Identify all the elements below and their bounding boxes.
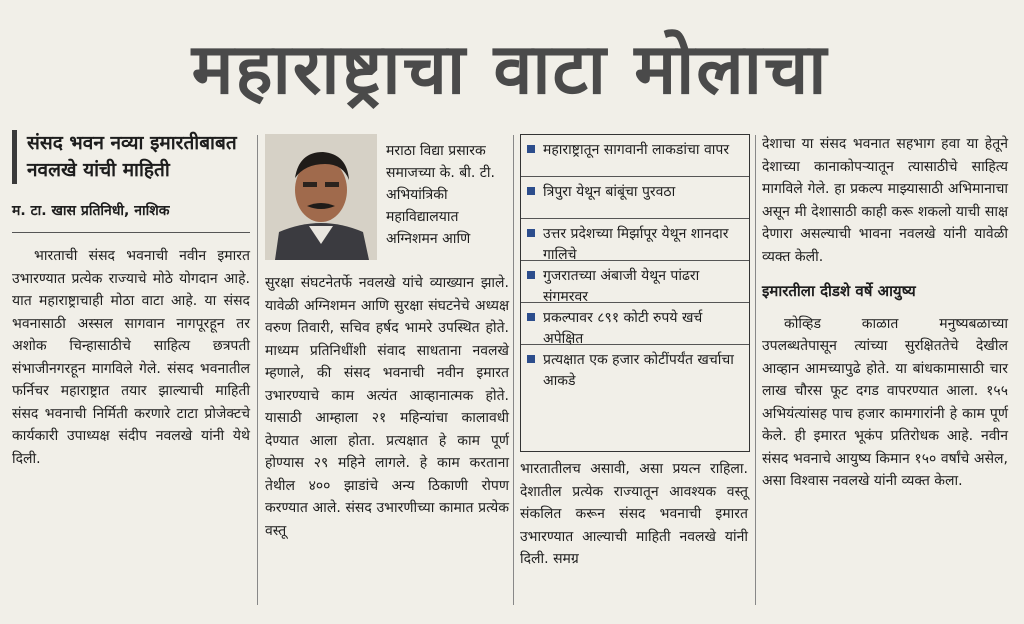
paragraph: देशाचा या संसद भवनात सहभाग हवा या हेतूने देशाच्या कानाकोपऱ्यातून त्यासाठीचे साहित्य मागविले गेले. हा प्रकल्प माझ्यासाठी अभिमानाचा असून मी देशासाठी काही करू शकलो याची साक्ष देणारा असल्याची भावना नवलखे यांनी यावेळी व्यक्त केली.	[762, 136, 1008, 265]
square-bullet-icon	[527, 229, 535, 237]
subheading: संसद भवन नव्या इमारतीबाबत नवलखे यांची माहिती	[12, 130, 250, 184]
highlight-item	[521, 177, 749, 219]
column-2-top-text: मराठा विद्या प्रसारक समाजच्या के. बी. टी. अभियांत्रिकी महाविद्यालयात अग्निशमन आणि	[386, 143, 495, 247]
paragraph: सुरक्षा संघटनेतर्फे नवलखे यांचे व्याख्यान झाले. यावेळी अग्निशमन आणि सुरक्षा संघटनेचे अध्यक्ष वरुण तिवारी, सचिव हर्षद भामरे उपस्थित होते. माध्यम प्रतिनिधींशी संवाद साधताना नवलखे म्हणाले, की संसद भवनाची नवीन इमारत उभारण्याचे काम अत्यंत आव्हानात्मक होते. यासाठी आम्हाला २१ महिन्यांचा कालावधी देण्यात आला होता. प्रत्यक्षात हे काम पूर्ण होण्यास २९ महिने लागले. हे काम करताना तेथील ४०० झाडांचे अन्य ठिकाणी रोपण करण्यात आले. संसद उभारणीच्या कामात प्रत्येक वस्तू	[265, 275, 509, 539]
highlight-text: प्रत्यक्षात एक हजार कोटींपर्यंत खर्चाचा आकडे	[543, 352, 734, 389]
highlights-box	[520, 134, 750, 452]
person-photo	[265, 134, 377, 260]
column-3-body	[520, 458, 748, 571]
square-bullet-icon	[527, 313, 535, 321]
column-divider	[513, 135, 514, 605]
highlight-item	[521, 345, 749, 387]
paragraph: कोव्हिड काळात मनुष्यबळाच्या उपलब्धतेपासून त्यांच्या सुरक्षिततेचे देखील आव्हान आमच्यापुढे होते. या बांधकामासाठी चार लाख चौरस फूट दगड वापरण्यात आला. १५५ अभियंत्यांसह पाच हजार कामगारांनी हे काम पूर्ण केले. ही इमारत भूकंप प्रतिरोधक आहे. नवीन संसद भवनाचे आयुष्य किमान १५० वर्षांचे असेल, असा विश्वास नवलखे यांनी व्यक्त केला.	[762, 315, 1008, 489]
highlight-item	[521, 261, 749, 303]
square-bullet-icon	[527, 145, 535, 153]
highlight-text: गुजरातच्या अंबाजी येथून पांढरा संगमरवर	[543, 268, 700, 305]
headline: महाराष्ट्राचा वाटा मोलाचा	[191, 28, 829, 110]
highlight-item	[521, 303, 749, 345]
highlight-text: उत्तर प्रदेशच्या मिर्झापूर येथून शानदार गालिचे	[543, 226, 729, 263]
subheading: इमारतीला दीडशे वर्षे आयुष्य	[762, 282, 916, 300]
highlight-item	[521, 135, 749, 177]
byline: म. टा. खास प्रतिनिधी, नाशिक	[12, 200, 250, 233]
highlight-text: त्रिपुरा येथून बांबूंचा पुरवठा	[543, 184, 676, 200]
column-divider	[257, 135, 258, 605]
paragraph: भारतातीलच असावी, असा प्रयत्न राहिला. देशातील प्रत्येक राज्यातून आवश्यक वस्तू संकलित करून संसद भवनाची इमारत उभारण्यात आल्याची माहिती नवलखे यांनी दिली. समग्र	[520, 461, 748, 567]
highlight-text: महाराष्ट्रातून सागवानी लाकडांचा वापर	[543, 142, 730, 158]
highlight-text: प्रकल्पावर ८९१ कोटी रुपये खर्च अपेक्षित	[543, 310, 703, 347]
highlight-item	[521, 219, 749, 261]
column-2-body	[265, 272, 509, 542]
column-4	[762, 133, 1008, 493]
square-bullet-icon	[527, 271, 535, 279]
square-bullet-icon	[527, 355, 535, 363]
paragraph: भारताची संसद भवनाची नवीन इमारत उभारण्यात प्रत्येक राज्याचे मोठे योगदान आहे. यात महाराष्ट्राचाही मोठा वाटा आहे. या संसद भवनासाठी अस्सल सागवान नागपूरहून तर अशोक चिन्हासाठीचे साहित्य छत्रपती संभाजीनगरहून मागविले गेले. संसद भवनातील फर्निचर महाराष्ट्रात तयार झाल्याची माहिती संसद भवनाची निर्मिती करणारे टाटा प्रोजेक्टचे कार्यकारी उपाध्यक्ष संदीप नवलखे यांनी येथे दिली.	[12, 248, 250, 467]
square-bullet-icon	[527, 187, 535, 195]
column-divider	[755, 135, 756, 605]
column-1	[12, 130, 250, 470]
